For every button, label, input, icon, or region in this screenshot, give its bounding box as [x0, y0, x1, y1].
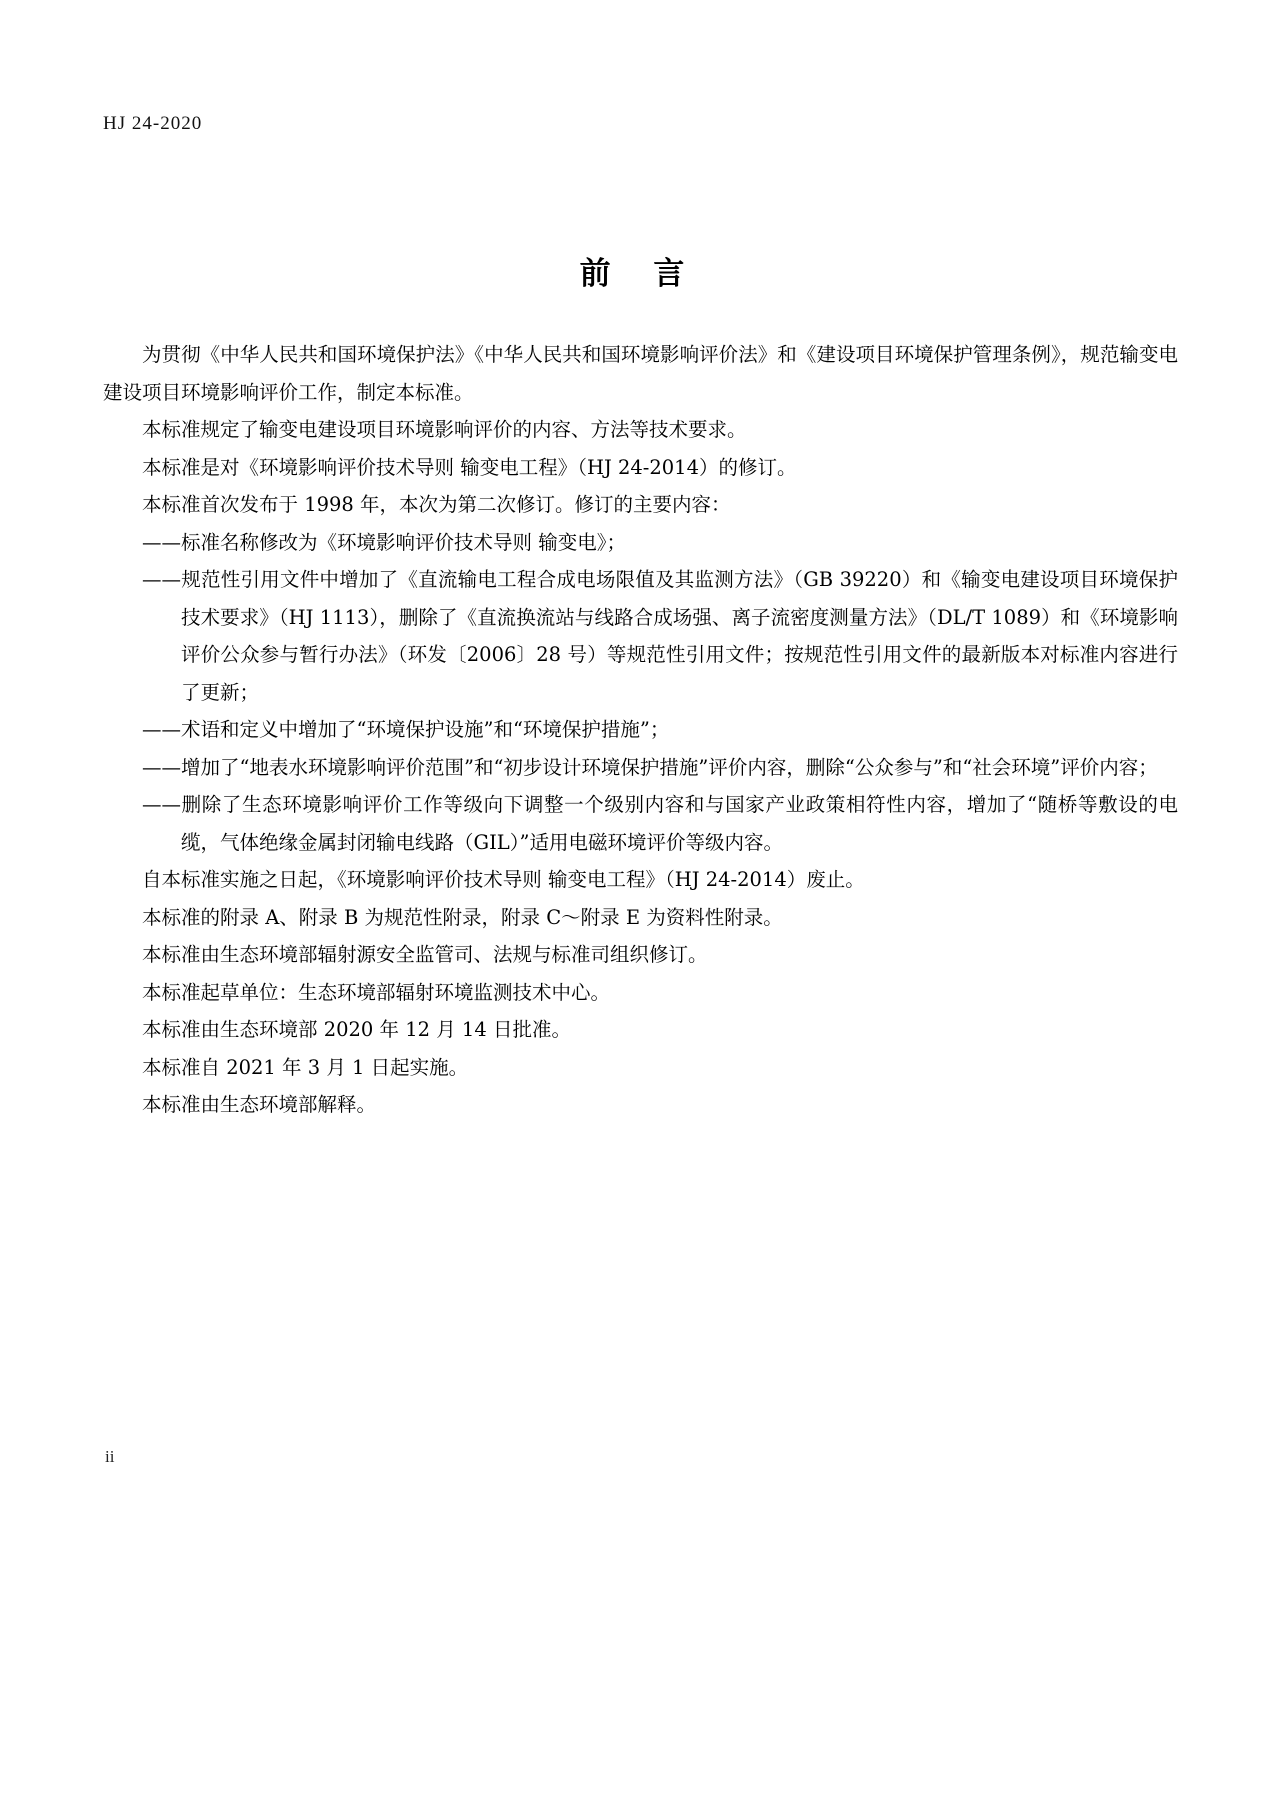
standard-code-header: HJ 24-2020	[103, 113, 203, 134]
list-item: ——删除了生态环境影响评价工作等级向下调整一个级别内容和与国家产业政策相符性内容，增加了“随桥等敷设的电缆，气体绝缘金属封闭输电线路（GIL）”适用电磁环境评价等级内容。	[142, 793, 1178, 854]
list-item: ——标准名称修改为《环境影响评价技术导则 输变电》；	[142, 530, 626, 554]
list-item: ——增加了“地表水环境影响评价范围”和“初步设计环境保护措施”评价内容，删除“公众参与”和“社会环境”评价内容；	[142, 755, 1158, 779]
paragraph: 本标准由生态环境部辐射源安全监管司、法规与标准司组织修订。	[142, 943, 708, 966]
paragraph: 本标准的附录 A、附录 B 为规范性附录，附录 C～附录 E 为资料性附录。	[142, 905, 783, 929]
paragraph: 自本标准实施之日起，《环境影响评价技术导则 输变电工程》（HJ 24-2014）废止。	[142, 868, 865, 891]
paragraph: 为贯彻《中华人民共和国环境保护法》《中华人民共和国环境影响评价法》和《建设项目环境保护管理条例》，规范输变电建设项目环境影响评价工作，制定本标准。	[103, 343, 1178, 404]
paragraph: 本标准自 2021 年 3 月 1 日起实施。	[142, 1055, 469, 1079]
foreword-content	[103, 336, 1178, 1124]
list-item: ——规范性引用文件中增加了《直流输电工程合成电场限值及其监测方法》（GB 39220）和《输变电建设项目环境保护技术要求》（HJ 1113），删除了《直流换流站与线路合成场强、离子流密度测量方法》（DL/T 1089）和《环境影响评价公众参与暂行办法》（环发〔2006〕28 号）等规范性引用文件；按规范性引用文件的最新版本对标准内容进行了更新；	[142, 568, 1178, 704]
paragraph: 本标准由生态环境部解释。	[142, 1093, 377, 1116]
paragraph: 本标准规定了输变电建设项目环境影响评价的内容、方法等技术要求。	[142, 418, 747, 441]
page-title: 前 言	[579, 256, 701, 292]
paragraph: 本标准首次发布于 1998 年，本次为第二次修订。修订的主要内容：	[142, 493, 731, 516]
paragraph: 本标准是对《环境影响评价技术导则 输变电工程》（HJ 24-2014）的修订。	[142, 455, 797, 479]
paragraph: 本标准由生态环境部 2020 年 12 月 14 日批准。	[142, 1018, 571, 1041]
page-number-footer: ii	[105, 1447, 115, 1466]
paragraph: 本标准起草单位：生态环境部辐射环境监测技术中心。	[142, 980, 611, 1004]
list-item: ——术语和定义中增加了“环境保护设施”和“环境保护措施”；	[142, 718, 670, 741]
